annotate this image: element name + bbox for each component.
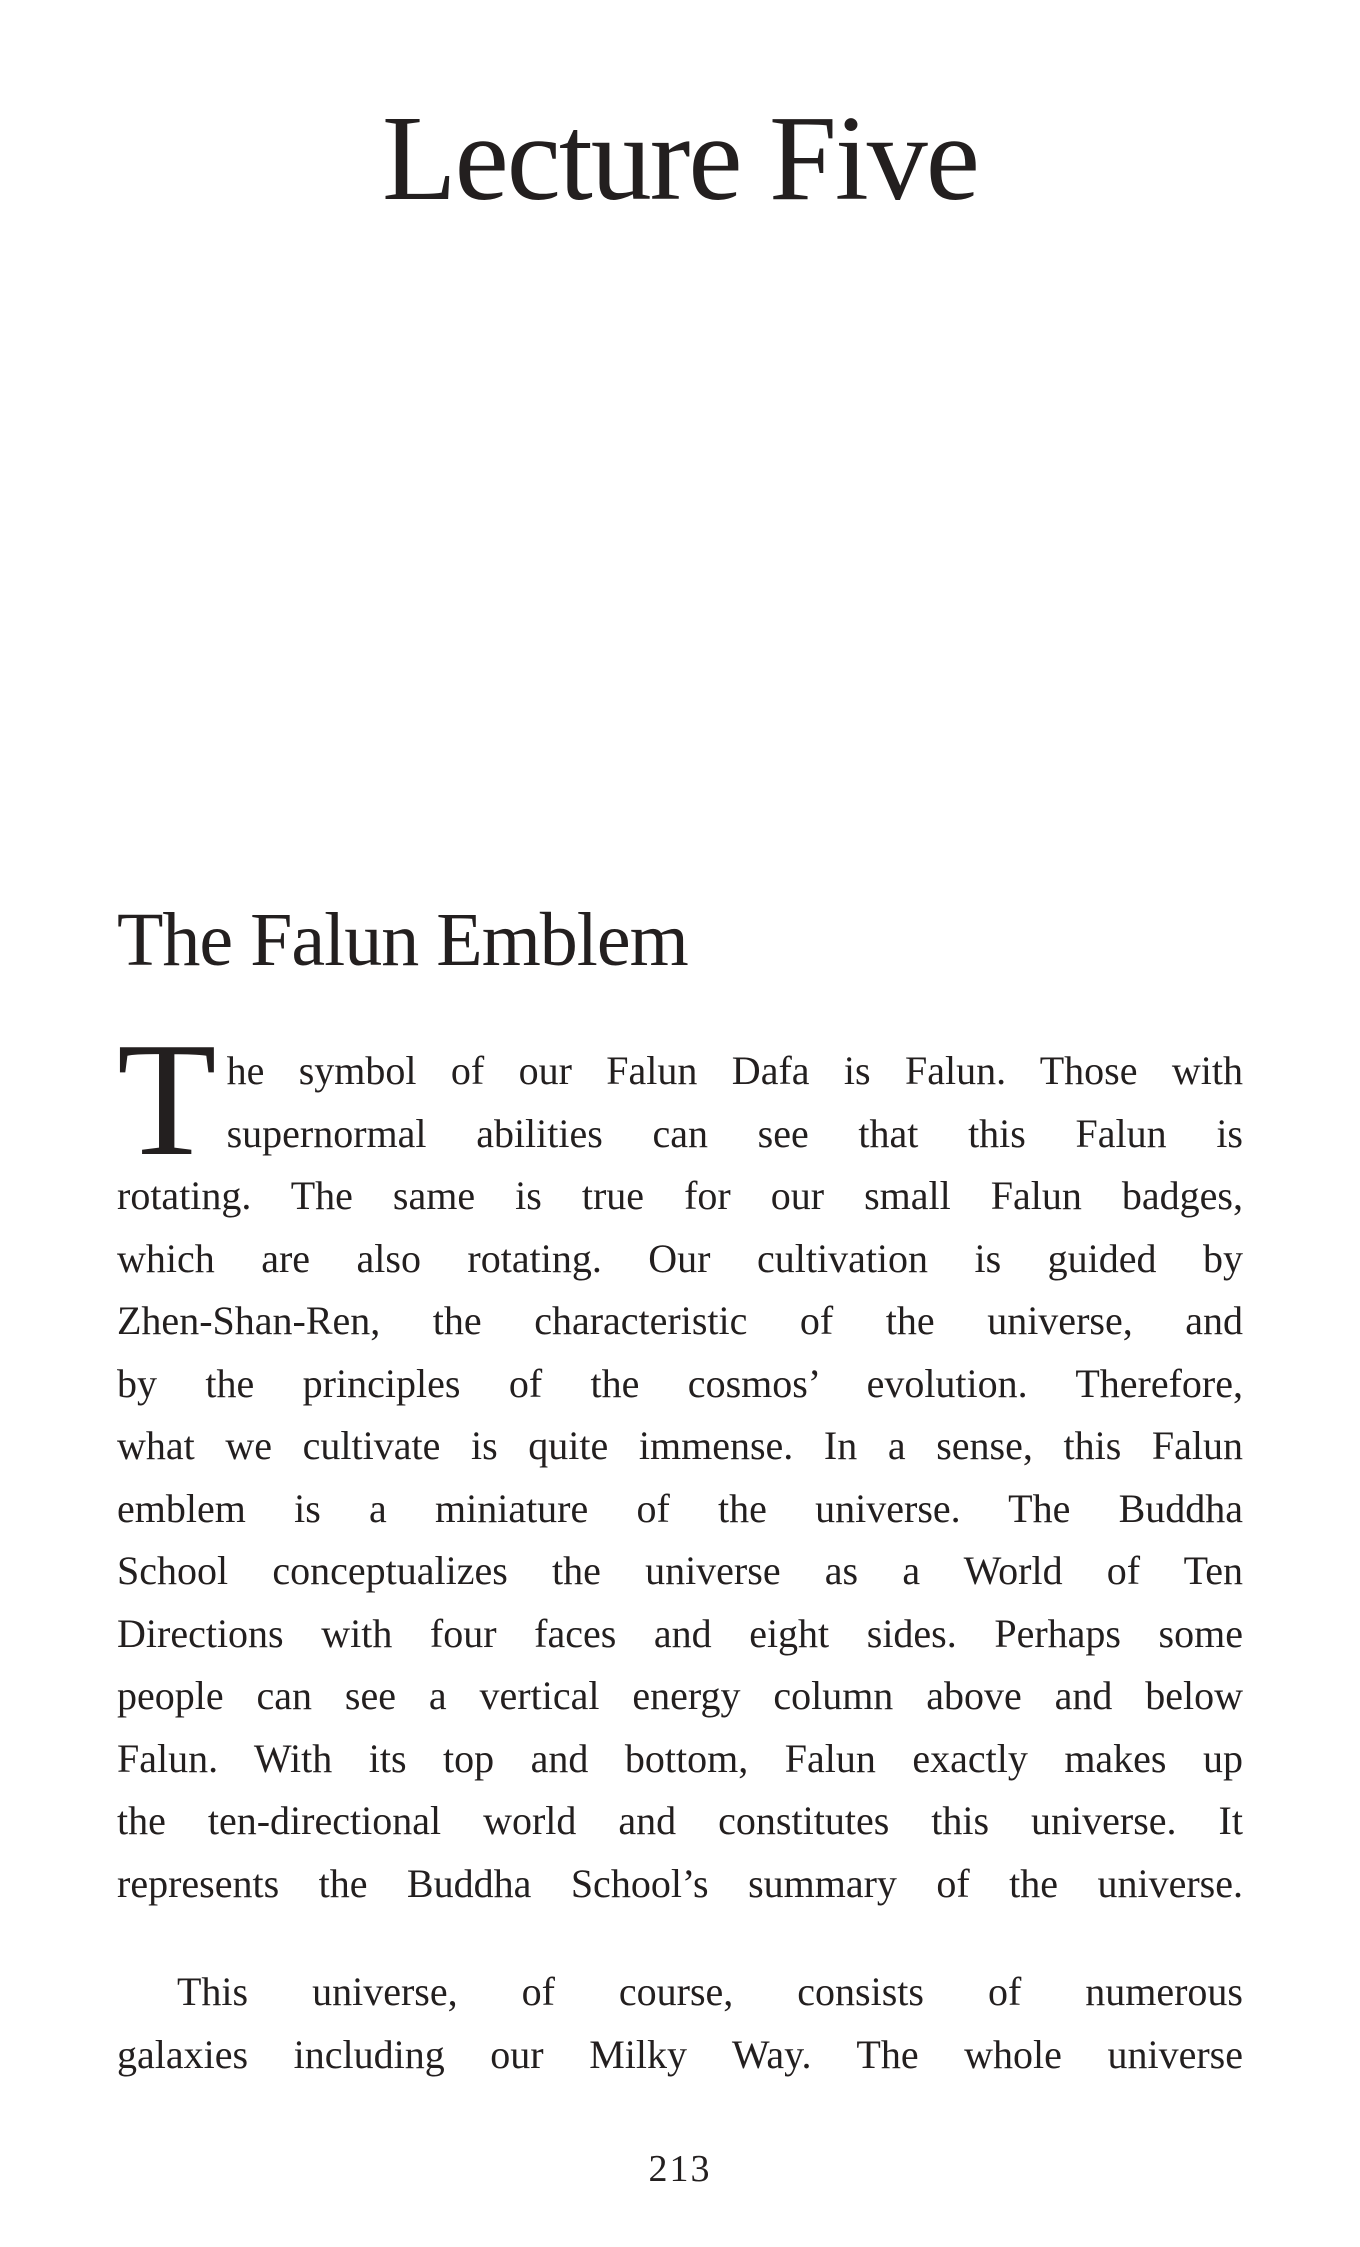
- body-line: which are also rotating. Our cultivation is guided by: [117, 1235, 1243, 1281]
- body-line: people can see a vertical energy column above and below: [117, 1673, 1243, 1718]
- paragraph-1: [117, 1010, 1243, 1915]
- section-heading: The Falun Emblem: [117, 898, 688, 982]
- body-line: he symbol of our Falun Dafa is Falun. Those with: [226, 1048, 1243, 1093]
- body-line: Directions with four faces and eight sides. Perhaps some: [117, 1610, 1243, 1656]
- body-line: emblem is a miniature of the universe. The Buddha: [117, 1485, 1243, 1531]
- body-line: Falun. With its top and bottom, Falun exactly makes up: [117, 1735, 1243, 1781]
- body-line: School conceptualizes the universe as a World of Ten: [117, 1548, 1243, 1593]
- drop-cap: T: [117, 1010, 217, 1190]
- body-line: rotating. The same is true for our small Falun badges,: [117, 1173, 1243, 1218]
- page-number: 213: [648, 2148, 712, 2190]
- body-line: the ten-directional world and constitutes this universe. It: [117, 1798, 1243, 1843]
- chapter-title: Lecture Five: [382, 91, 978, 226]
- body-line: This universe, of course, consists of numerous: [177, 1969, 1243, 2014]
- body-line: represents the Buddha School’s summary of the universe.: [117, 1860, 1243, 1906]
- body-line: what we cultivate is quite immense. In a sense, this Falun: [117, 1423, 1243, 1468]
- body-line: galaxies including our Milky Way. The whole universe: [117, 2031, 1243, 2077]
- body-line: Zhen-Shan-Ren, the characteristic of the universe, and: [117, 1298, 1243, 1343]
- body-line: supernormal abilities can see that this Falun is: [226, 1110, 1243, 1156]
- paragraph-2: [117, 1961, 1243, 2086]
- body-line: by the principles of the cosmos’ evolution. Therefore,: [117, 1360, 1243, 1406]
